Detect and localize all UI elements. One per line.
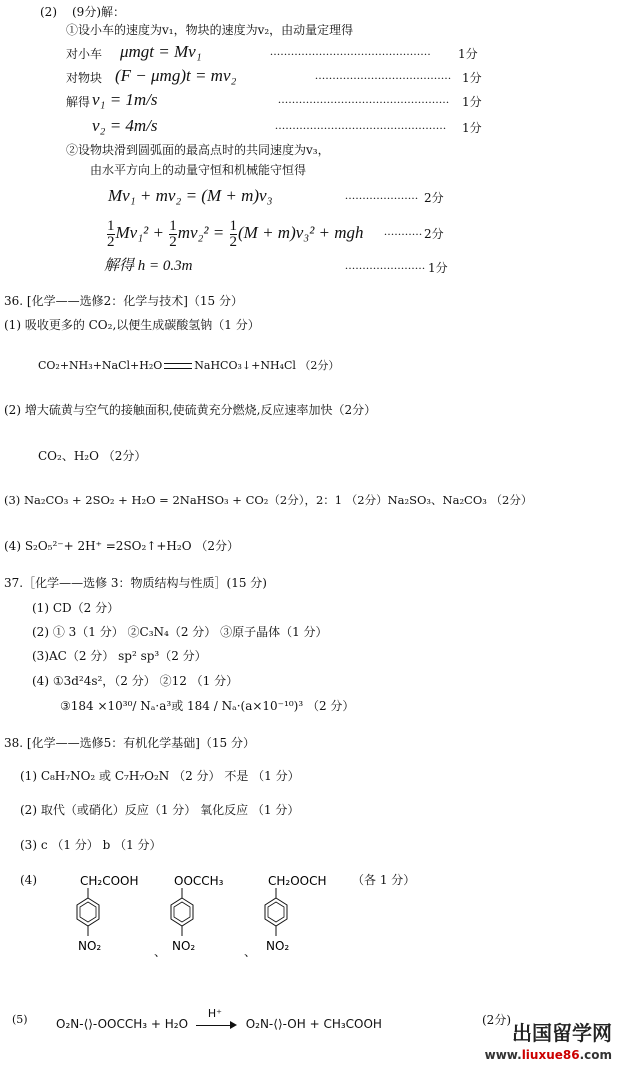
q38-part5-label: (5) [12,1013,28,1026]
q38-reaction [56,1006,382,1032]
mol-b-no2: NO₂ [172,939,196,953]
score-car: 1分 [458,47,478,61]
half-fraction-3: $\frac{1}{2}$ [229,217,237,250]
q37-part3: (3)AC（2 分） sp² sp³（2 分） [32,649,207,663]
step2-text: ②设物块滑到圆弧面的最高点时的共同速度为v₃， [66,143,330,157]
score-h: 1分 [428,261,448,275]
dots-2: ....................................... [315,68,452,82]
q36-title: 36. [化学——选修2：化学与技术]（15 分） [4,294,243,308]
half-fraction-2: $\frac{1}{2}$ [169,217,177,250]
sep-1: 、 [154,945,167,959]
watermark-logo: 出国留学网 [512,1021,612,1045]
block-equation: (F − μmg)t = mv₂ [115,66,237,85]
q36-part3: (3) Na₂CO₃ + 2SO₂ + H₂O = 2NaHSO₃ + CO₂（2分），2：1 （2分）Na₂SO₃、Na₂CO₃ （2分） [4,493,533,507]
q36-part2: (2) 增大硫黄与空气的接触面积,使硫黄充分燃烧,反应速率加快（2分） [4,403,377,417]
h-result: 解得 h = 0.3m [104,258,193,274]
q36-part4: (4) S₂O₅²⁻+ 2H⁺ =2SO₂↑+H₂O （2分） [4,539,239,553]
v1-result: v₁ = 1m/s [92,90,158,109]
q38-part5-score: (2分) [482,1013,511,1027]
dots-3: ................................................. [278,92,450,106]
q37-part4-density: ③184 ×10³⁰/ Nₐ·a³或 184 / Nₐ·(a×10⁻¹⁰)³ （2 分） [60,699,355,713]
dots-7: ....................... [345,258,426,272]
molecule-a [64,872,167,960]
q37-part2: (2) ① 3（1 分） ②C₃N₄（2 分） ③原子晶体（1 分） [32,625,328,639]
q37-title: 37.［化学——选修 3：物质结构与性质］(15 分) [4,576,267,590]
double-line-arrow [164,363,192,369]
q38-part3: (3) c （1 分） b （1 分） [20,838,162,852]
dots-6: ........... [384,224,423,238]
step1-text: ①设小车的速度为v₁，物块的速度为v₂，由动量定理得 [66,23,354,37]
reaction-arrow-head [230,1021,237,1029]
q37-part1: (1) CD（2 分） [32,601,120,615]
solve-label: 解得 [66,95,91,109]
molecule-c [252,872,352,960]
q36-part2-products: CO₂、H₂O （2分） [38,449,147,463]
score-v2: 1分 [462,121,482,135]
part2-score: (9分)解： [72,5,125,19]
score-momentum: 2分 [424,191,444,205]
dots-5: ..................... [345,188,419,202]
q36-part1: (1) 吸收更多的 CO₂,以便生成碳酸氢钠（1 分） [4,318,260,332]
q38-title: 38. [化学——选修5：有机化学基础]（15 分） [4,736,255,750]
mol-a-no2: NO₂ [78,939,102,953]
reaction-products: O₂N-⟨⟩-OH + CH₃COOH [245,1017,382,1031]
v2-result: v₂ = 4m/s [92,116,158,135]
energy-term-b: mv₂² = [177,223,225,242]
dots-4: ................................................. [275,118,447,132]
car-label: 对小车 [66,47,103,61]
score-energy: 2分 [424,227,444,241]
dots-1: .............................................. [270,44,431,58]
momentum-equation: Mv₁ + mv₂ = (M + m)v₃ [108,186,273,205]
mol-a-substituent: CH₂COOH [80,874,139,888]
score-v1: 1分 [462,95,482,109]
score-block: 1分 [462,71,482,85]
q37-part4: (4) ①3d²4s²，（2 分） ②12 （1 分） [32,674,239,688]
reaction-reactants: O₂N-⟨⟩-OOCCH₃ + H₂O [56,1017,189,1031]
half-fraction-1: $\frac{1}{2}$ [107,217,115,250]
q38-part2: (2) 取代（或硝化）反应（1 分） 氧化反应 （1 分） [20,803,300,817]
energy-term-c: (M + m)v₃² + mgh [238,223,364,242]
q38-part4-score: （各 1 分） [352,873,416,887]
mol-b-substituent: OOCCH₃ [174,874,224,888]
reaction-arrow-line [196,1025,234,1026]
q36-eq-left: CO₂+NH₃+NaCl+H₂O [38,359,163,372]
mol-c-no2: NO₂ [266,939,290,953]
watermark-url: www.liuxue86.com [484,1048,612,1062]
sep-2: 、 [244,945,257,959]
q36-equation [38,358,339,374]
q38-part4-label: (4) [20,873,37,887]
q36-eq-right: NaHCO₃↓+NH₄Cl （2分） [194,359,340,372]
car-equation: μmgt = Mv₁ [120,42,202,61]
energy-term-a: Mv₁² + [115,223,164,242]
mol-c-substituent: CH₂OOCH [268,874,327,888]
part2-label: (2) [40,5,57,19]
step2b-text: 由水平方向上的动量守恒和机械能守恒得 [90,163,307,177]
reaction-catalyst: H⁺ [207,1006,222,1020]
block-label: 对物块 [66,71,103,85]
energy-equation [106,214,364,252]
q38-part1: (1) C₈H₇NO₂ 或 C₇H₇O₂N （2 分） 不是 （1 分） [20,769,300,783]
reaction-arrow [196,1006,238,1032]
